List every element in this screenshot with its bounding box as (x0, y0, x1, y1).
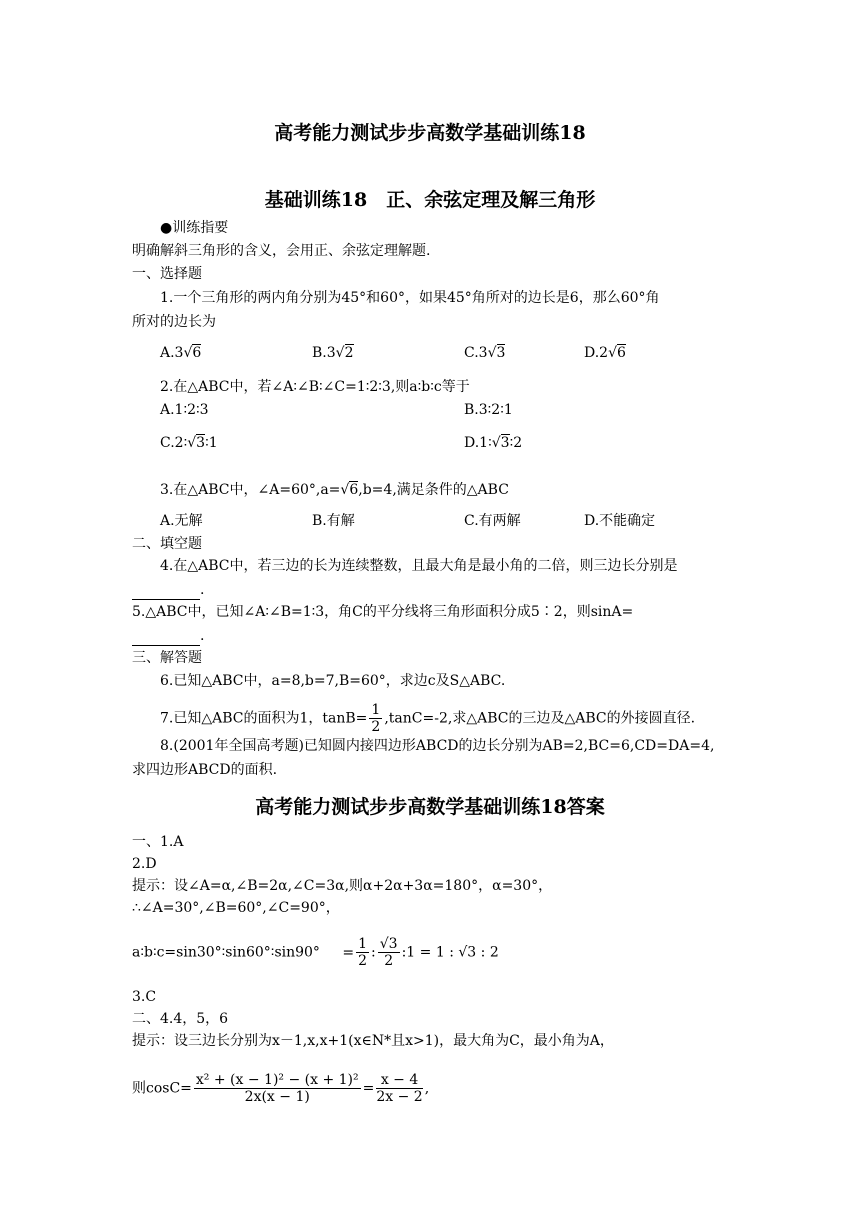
answer-4-cos: 则cosC= $\frac{\text{x² + (x − 1)² − (x + 1)²}}{2x(x - 1)}$ = $\frac{x - 4}{2x - 2}$ , (132, 1072, 430, 1105)
q8-stem: 8.(2001年全国高考题)已知圆内接四边形ABCD的边长分别为AB=2,BC=6,CD=DA=4, (160, 738, 715, 754)
fraction: $\frac{x - 4}{2x - 2}$ (376, 1072, 423, 1105)
q5-stem: 5.△ABC中，已知∠A∶∠B=1∶3，角C的平分线将三角形面积分成5∶2，则sinA= (132, 604, 634, 620)
guide-text: 明确解斜三角形的含义，会用正、余弦定理解题. (132, 243, 431, 259)
answer-2-therefore: ∴∠A=30°,∠B=60°,∠C=90°， (132, 900, 340, 916)
sqrt-sign: √ (608, 345, 618, 361)
section-fill: 二、填空题 (132, 536, 202, 552)
q2-option-d: D.1∶√3∶2 (464, 435, 523, 451)
q1-stem-cont: 所对的边长为 (132, 314, 216, 330)
q1-option-c: C.3√3 (464, 345, 506, 361)
sqrt-sign: √ (335, 345, 345, 361)
sqrt-sign: √ (487, 345, 497, 361)
q3-option-a: A.无解 (160, 513, 203, 529)
q1-stem: 1.一个三角形的两内角分别为45°和60°，如果45°角所对的边长是6，那么60°角 (160, 290, 660, 306)
q4-blank: . (132, 580, 204, 600)
answer-3: 3.C (132, 989, 157, 1005)
q1-option-a: A.3√6 (160, 345, 202, 361)
section-choice: 一、选择题 (132, 266, 202, 282)
section-title: 基础训练18 正、余弦定理及解三角形 (264, 189, 596, 211)
fraction: $\frac{1}{2}$ (371, 702, 381, 735)
q3-option-d: D.不能确定 (584, 513, 656, 529)
q2-stem: 2.在△ABC中，若∠A∶∠B∶∠C=1∶2∶3,则a∶b∶c等于 (160, 379, 470, 395)
q2-option-a: A.1∶2∶3 (160, 402, 209, 418)
q2-option-b: B.3∶2∶1 (464, 402, 513, 418)
q3-option-c: C.有两解 (464, 513, 521, 529)
answer-2-ratio: a∶b∶c=sin30°∶sin60°∶sin90° = $\frac{1}{2}$ : $\frac{√3}{2}$ :1 = 1 : √3 : 2 (132, 936, 499, 969)
fraction: $\frac{√3}{2}$ (379, 936, 398, 969)
answer-title: 高考能力测试步步高数学基础训练18答案 (255, 796, 605, 818)
answer-2: 2.D (132, 856, 157, 872)
answer-2-hint: 提示：设∠A=α,∠B=2α,∠C=3α,则α+2α+3α=180°，α=30°， (132, 878, 553, 894)
q2-option-c: C.2∶√3∶1 (160, 435, 218, 451)
q4-stem: 4.在△ABC中，若三边的长为连续整数，且最大角是最小角的二倍，则三边长分别是 (160, 558, 678, 574)
answer-blank (132, 585, 200, 600)
q3-stem: 3.在△ABC中，∠A=60°,a=√6,b=4,满足条件的△ABC (160, 482, 509, 498)
answer-1: 一、1.A (132, 834, 184, 850)
section-solve: 三、解答题 (132, 650, 202, 666)
fraction: $\frac{1}{2}$ (358, 936, 368, 969)
q3-option-b: B.有解 (312, 513, 355, 529)
answer-4-hint: 提示：设三边长分别为x－1,x,x+1(x∈N*且x>1)，最大角为C，最小角为A， (132, 1033, 614, 1049)
guide-heading: ●训练指要 (160, 220, 229, 236)
q1-option-b: B.3√2 (312, 345, 354, 361)
q8-stem-cont: 求四边形ABCD的面积. (132, 762, 278, 778)
answer-blank (132, 631, 200, 646)
answer-4: 二、4.4，5，6 (132, 1011, 229, 1027)
q6: 6.已知△ABC中，a=8,b=7,B=60°，求边c及S△ABC. (160, 673, 506, 689)
q5-blank: . (132, 626, 204, 646)
q1-option-d: D.2√6 (584, 345, 626, 361)
page-title: 高考能力测试步步高数学基础训练18 (274, 122, 586, 144)
q7: 7.已知△ABC的面积为1，tanB= $\frac{1}{2}$ ,tanC=-2,求△ABC的三边及△ABC的外接圆直径. (160, 702, 696, 735)
sqrt-sign: √ (183, 345, 193, 361)
fraction: $\frac{\text{x² + (x − 1)² − (x + 1)²}}{2x(x - 1)}$ (195, 1072, 359, 1105)
